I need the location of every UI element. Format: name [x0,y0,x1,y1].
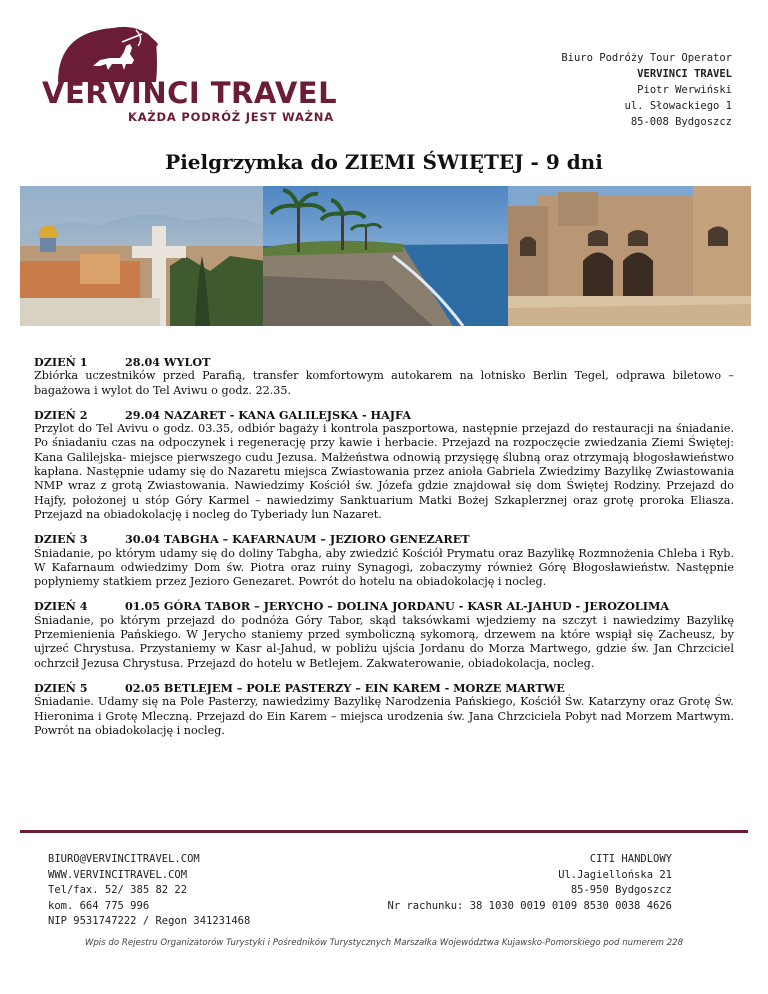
logo-name: VERVINCI TRAVEL [42,76,338,110]
footer-divider [20,830,748,833]
day-description: Śniadanie. Udamy się na Pole Pasterzy, nawiedzimy Bazylikę Narodzenia Pańskiego, Kościół Św. Katarzyny oraz Grotę Św. Hieronima i Grotę Mleczną. Przejazd do Ein Karem – miejsca urodzenia św. Jana Chrzciciela Pobyt nad Morzem Martwym. Powrót na obiadokolację i nocleg. [34,695,734,737]
agency-line-4: ul. Słowackiego 1 [624,100,732,112]
bank-street: Ul.Jagiellońska 21 [558,868,672,881]
centaur-archer-icon [38,24,303,84]
day-label: DZIEŃ 5 [34,680,88,695]
day-label: DZIEŃ 2 [34,407,88,422]
photo-strip [20,186,751,326]
company-logo [38,24,338,124]
footer-nip-regon: NIP 9531747222 / Regon 341231468 [48,915,251,927]
day-label: DZIEŃ 1 [34,355,88,369]
bank-account: Nr rachunku: 38 1030 0019 0109 8530 0038 4626 [387,899,672,912]
day-2 [34,408,734,522]
day-title: 02.05 BETLEJEM – POLE PASTERZY – EIN KAREM - MORZE MARTWE [125,680,565,695]
day-description: Śniadanie, po którym udamy się do doliny Tabgha, aby zwiedzić Kościół Prymatu oraz Bazylikę Rozmnożenia Chleba i Ryb. W Kafarnaum odwiedzimy Dom św. Piotra oraz ruiny Synagogi, zobaczymy również Górę Błogosławieństw. Następnie popłyniemy statkiem przez Jezioro Genezaret. Powrót do hotelu na obiadokolację i nocleg. [34,546,734,589]
agency-line-3: Piotr Werwiński [637,84,732,96]
footer-website[interactable]: WWW.VERVINCITRAVEL.COM [48,868,188,881]
logo-tagline: KAŻDA PODRÓŻ JEST WAŻNA [128,110,334,124]
itinerary [34,355,734,748]
agency-line-2: VERVINCI TRAVEL [637,68,732,80]
day-title: 30.04 TABGHA – KAFARNAUM – JEZIORO GENEZARET [125,532,470,547]
day-title: 29.04 NAZARET - KANA GALILEJSKA - HAJFA [125,407,412,422]
document-title: Pielgrzymka do ZIEMI ŚWIĘTEJ - 9 dni [165,150,603,174]
day-title: 01.05 GÓRA TABOR – JERYCHO – DOLINA JORDANU - KASR AL-JAHUD - JEROZOLIMA [125,599,670,614]
church-holy-sepulchre-photo [508,186,751,326]
day-5 [34,681,734,738]
footer-email[interactable]: BIURO@VERVINCITRAVEL.COM [48,853,200,865]
day-label: DZIEŃ 3 [34,532,88,547]
agency-line-5: 85-008 Bydgoszcz [630,116,732,128]
day-description: Śniadanie, po którym przejazd do podnóża Góry Tabor, skąd taksówkami wjedziemy na szczyt i nawiedzimy Bazylikę Przemienienia Pańskiego. W Jerycho staniemy przed symboliczną sykomorą, drzewem na które wspiął się Zacheusz, by ujrzeć Chrystusa. Przystaniemy w Kasr al-Jahud, w pobliżu ujścia Jordanu do Morza Martwego, gdzie św. Jan Chrzciciel ochrzcił Jezusa Chrystusa. Przejazd do hotelu w Betlejem. Zakwaterowanie, obiadokolacja, nocleg. [34,613,734,670]
day-1 [34,355,734,398]
agency-address [561,50,732,130]
agency-line-1: Biuro Podróży Tour Operator [561,52,732,64]
day-description: Przylot do Tel Avivu o godz. 03.35, odbiór bagaży i kontrola paszportowa, następnie przejazd do restauracji na śniadanie. Po śniadaniu czas na odpoczynek i regenerację przy kawie i herbacie. Przejazd na rozpoczęcie zwiedzania Ziemi Świętej: Kana Galilejska- miejsce pierwszego cudu Jezusa. Małżeństwa odnowią przysięgę ślubną oraz otrzymają błogosławieństwo kapłana. Następnie udamy się do Nazaretu miejsca Zwiastowania przez anioła Gabriela Zwiedzimy Bazylikę Zwiastowania NMP wraz z grotą Zwiastowania. Nawiedzimy Kościół św. Józefa gdzie znajdował się dom Świętej Rodziny. Przejazd do Hajfy, położonej u stóp Góry Karmel – nawiedzimy Sanktuarium Matki Bożej Szkaplerznej oraz grotę proroka Eliasza. Przejazd na obiadokolację i nocleg do Tyberiady lun Nazaret. [34,422,734,521]
registry-note: Wpis do Rejestru Organizatorów Turystyki i Pośredników Turystycznych Marszałka Województwa Kujawsko-Pomorskiego pod numerem 228 [84,938,684,948]
footer-contact [48,852,250,930]
day-description: Zbiórka uczestników przed Parafią, transfer komfortowym autokarem na lotnisko Berlin Tegel, odprawa biletowo – bagażowa i wylot do Tel Aviwu o godz. 22.35. [34,369,734,397]
day-title: 28.04 WYLOT [125,355,211,369]
footer-mobile: kom. 664 775 996 [48,899,150,912]
footer-phone: Tel/fax. 52/ 385 82 22 [48,884,188,896]
day-4 [34,599,734,670]
bank-name: CITI HANDLOWY [589,853,672,865]
jerusalem-cross-photo [20,186,266,326]
sea-of-galilee-photo [263,186,511,326]
footer-bank [388,852,672,914]
bank-city: 85-950 Bydgoszcz [570,884,672,896]
day-label: DZIEŃ 4 [34,599,88,614]
day-3 [34,532,734,589]
